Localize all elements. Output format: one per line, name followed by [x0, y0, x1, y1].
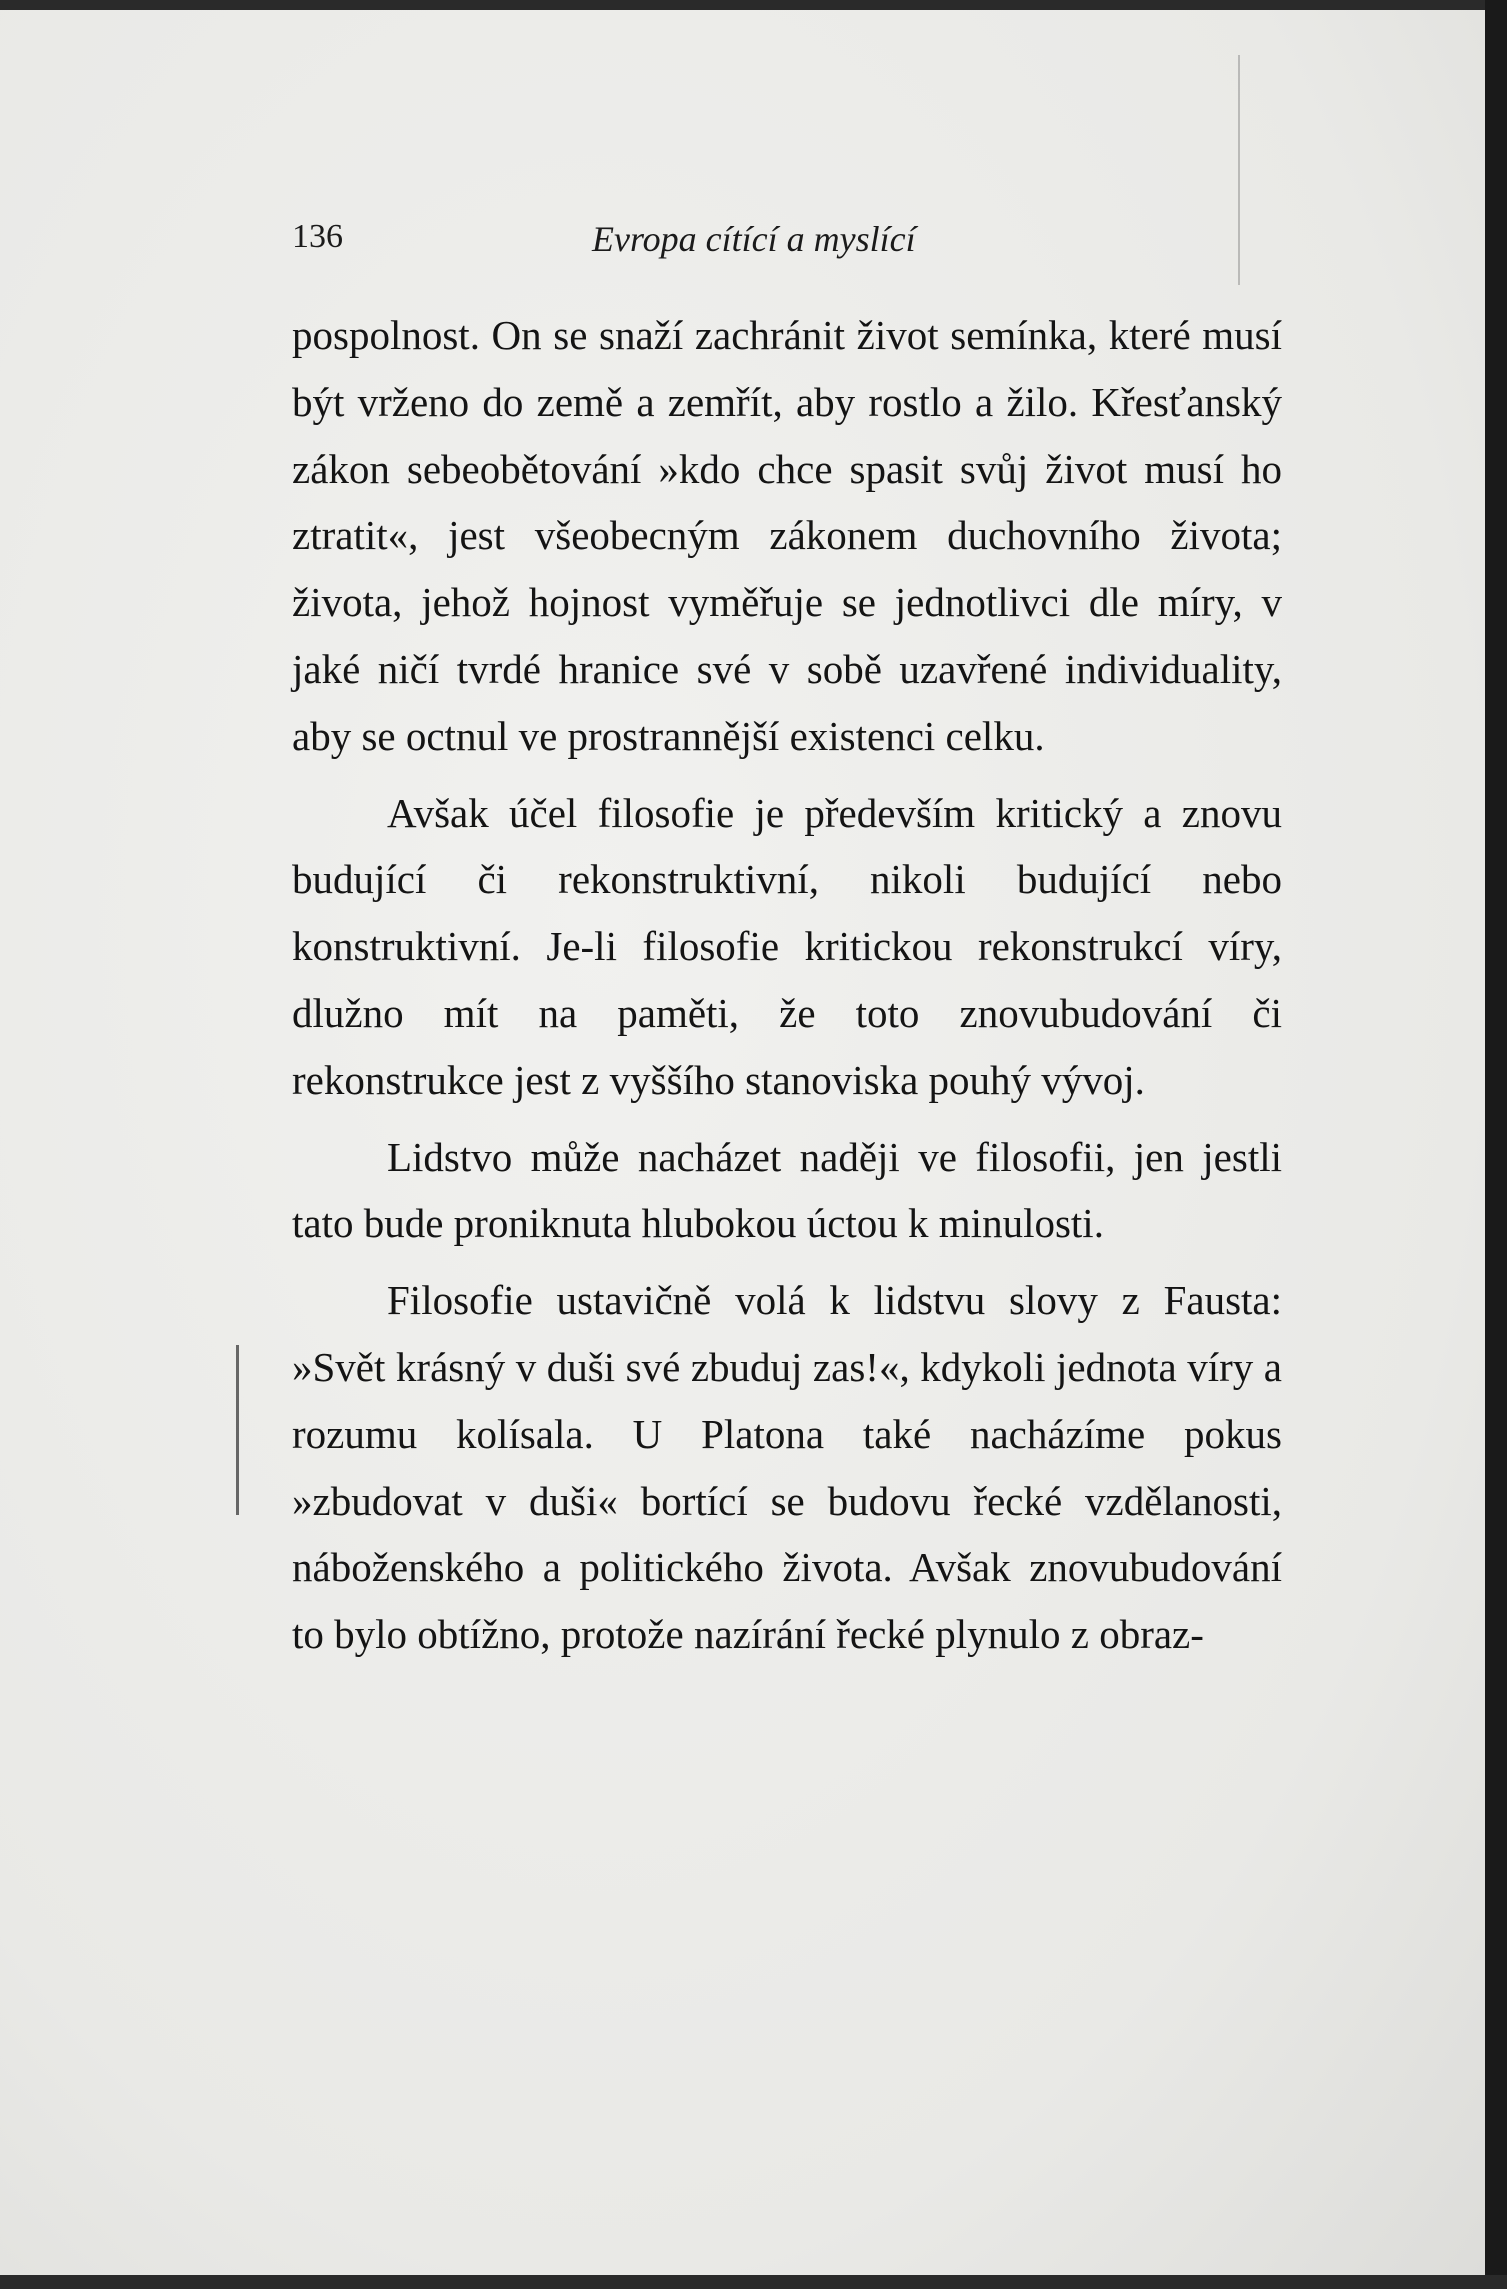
paragraph-3: Lidstvo může nacházet naději ve filosofii, jen jestli tato bude proniknuta hlubokou úctou k minulosti.: [292, 1133, 1282, 1247]
page-header: [292, 218, 1282, 268]
paragraph-1: pospolnost. On se snaží zachránit život semínka, které musí být vrženo do země a zemřít, aby rostlo a žilo. Křesťanský zákon sebeobětování »kdo chce spasit svůj život musí ho ztratit«, jest všeobecným zákonem duchovního života; života, jehož hojnost vyměřuje se jednotlivci dle míry, v jaké ničí tvrdé hranice své v sobě uzavřené individuality, aby se octnul ve prostrannější existenci celku.: [292, 312, 1282, 759]
paragraph-4: Filosofie ustavičně volá k lidstvu slovy z Fausta: »Svět krásný v duši své zbuduj zas!«, kdykoli jednota víry a rozumu kolísala. U Platona také nacházíme pokus »zbudovat v duši« bortící se budovu řecké vzdělanosti, náboženského a politického života. Avšak znovubudování to bylo obtížno, protože nazírání řecké plynulo z obraz-: [292, 1277, 1282, 1658]
scan-edge-bottom: [0, 2275, 1507, 2289]
paragraph-2: Avšak účel filosofie je především kritický a znovu budující či rekonstruktivní, nikoli budující nebo konstruktivní. Je-li filosofie kritickou rekonstrukcí víry, dlužno mít na paměti, že toto znovubudování či rekonstrukce jest z vyššího stanoviska pouhý vývoj.: [292, 789, 1282, 1103]
running-title: Evropa cítící a myslící: [592, 219, 916, 259]
scan-edge-top: [0, 0, 1507, 10]
page-number: 136: [292, 218, 343, 255]
pencil-margin-line: [236, 1345, 239, 1515]
scan-edge-right: [1485, 0, 1507, 2289]
body-text: [292, 302, 1282, 1668]
